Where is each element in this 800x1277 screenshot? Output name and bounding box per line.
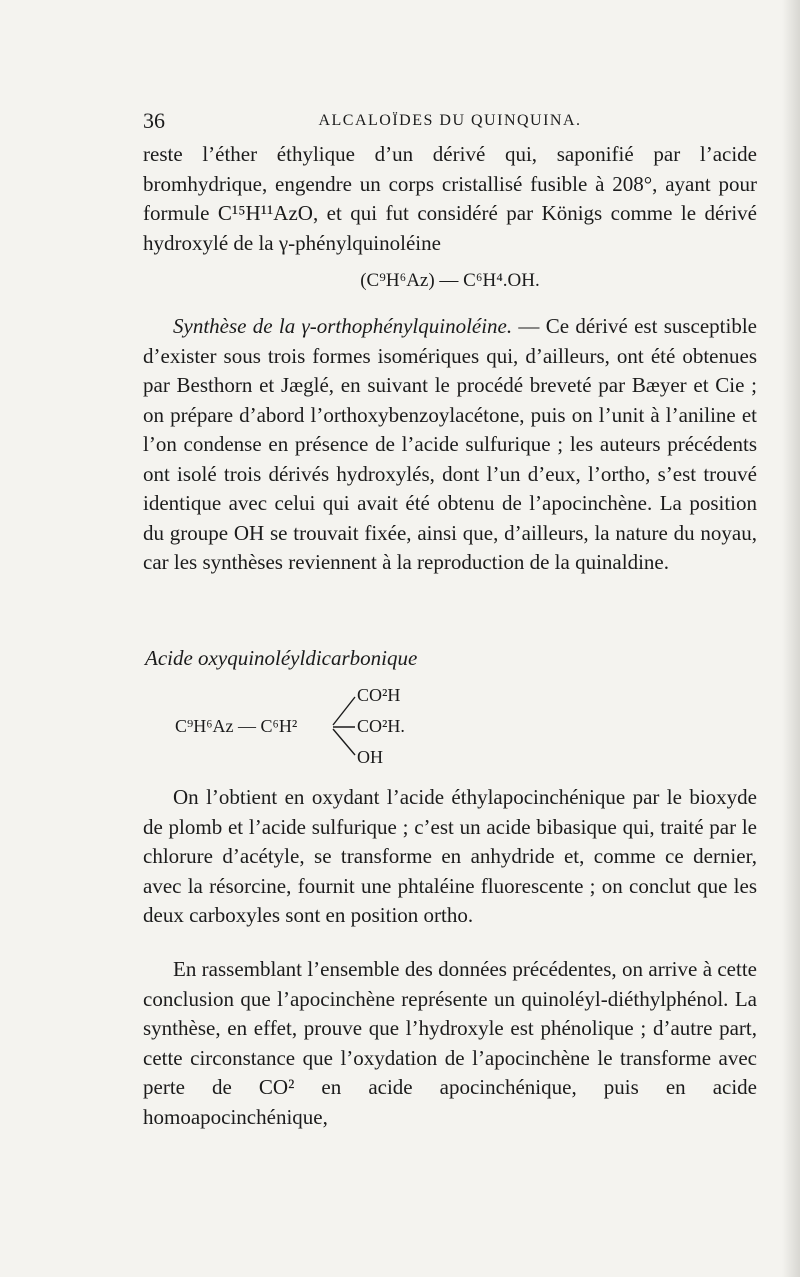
formula-phenylquinoleine: (C⁹H⁶Az) — C⁶H⁴.OH.: [360, 270, 540, 291]
page-gutter-shadow: [782, 0, 800, 1277]
paragraph-1: reste l’éther éthylique d’un dérivé qui, saponifié par l’acide bromhydrique, engendre un corps cristallisé fusible à 208°, ayant pour formule C¹⁵H¹¹AzO, et qui fut considéré par Königs comme le dérivé hydroxylé de la γ-phénylquinoléine: [143, 142, 757, 255]
page-header: [143, 108, 757, 138]
formula-substituent-3: OH: [357, 747, 383, 767]
page-number: 36: [143, 108, 165, 133]
paragraph-4: En rassemblant l’ensemble des données précédentes, on arrive à cette conclusion que l’apocinchène représente un quinoléyl-diéthylphénol. La synthèse, en effet, prouve que l’hydroxyle est phénolique ; d’autre part, cette circonstance que l’oxydation de l’apocinchène le transforme avec perte de CO² en acide apocinchénique, puis en acide homoapocinchénique,: [143, 957, 757, 1129]
running-title: ALCALOÏDES DU QUINQUINA.: [318, 112, 582, 129]
formula-main-chain: C⁹H⁶Az — C⁶H²: [175, 716, 298, 736]
formula-substituent-1: CO²H: [357, 685, 401, 705]
structural-formula: [175, 683, 475, 767]
section-title-synthese: Synthèse de la γ-orthophénylquinoléine.: [173, 314, 513, 338]
formula-substituent-2: CO²H.: [357, 716, 405, 736]
paragraph-2-text: — Ce dérivé est susceptible d’exister sous trois formes isomériques qui, d’ailleurs, ont été obtenues par Besthorn et Jæglé, en suivant le procédé breveté par Bæyer et Cie ; on prépare d’abord l’orthoxybenzoylacétone, puis on l’unit à l’aniline et l’on condense en présence de l’acide sulfurique ; les auteurs précédents ont isolé trois dérivés hydroxylés, dont l’un d’eux, l’ortho, s’est trouvé identique avec celui qui avait été obtenu de l’apocinchène. La position du groupe OH se trouvait fixée, ainsi que, d’ailleurs, la nature du noyau, car les synthèses reviennent à la reproduction de la quinaldine.: [143, 314, 758, 574]
paragraph-3: On l’obtient en oxydant l’acide éthylapocinchénique par le bioxyde de plomb et l’acide sulfurique ; c’est un acide bibasique qui, traité par le chlorure d’acétyle, se transforme en anhydride et, comme ce dernier, avec la résorcine, fournit une phtaléine fluorescente ; on conclut que les deux carboxyles sont en position ortho.: [143, 785, 757, 927]
paragraph-2: [143, 312, 757, 578]
section-heading-acide: Acide oxyquinoléyldicarbonique: [145, 646, 418, 670]
formula-bond-lines: [329, 683, 359, 763]
